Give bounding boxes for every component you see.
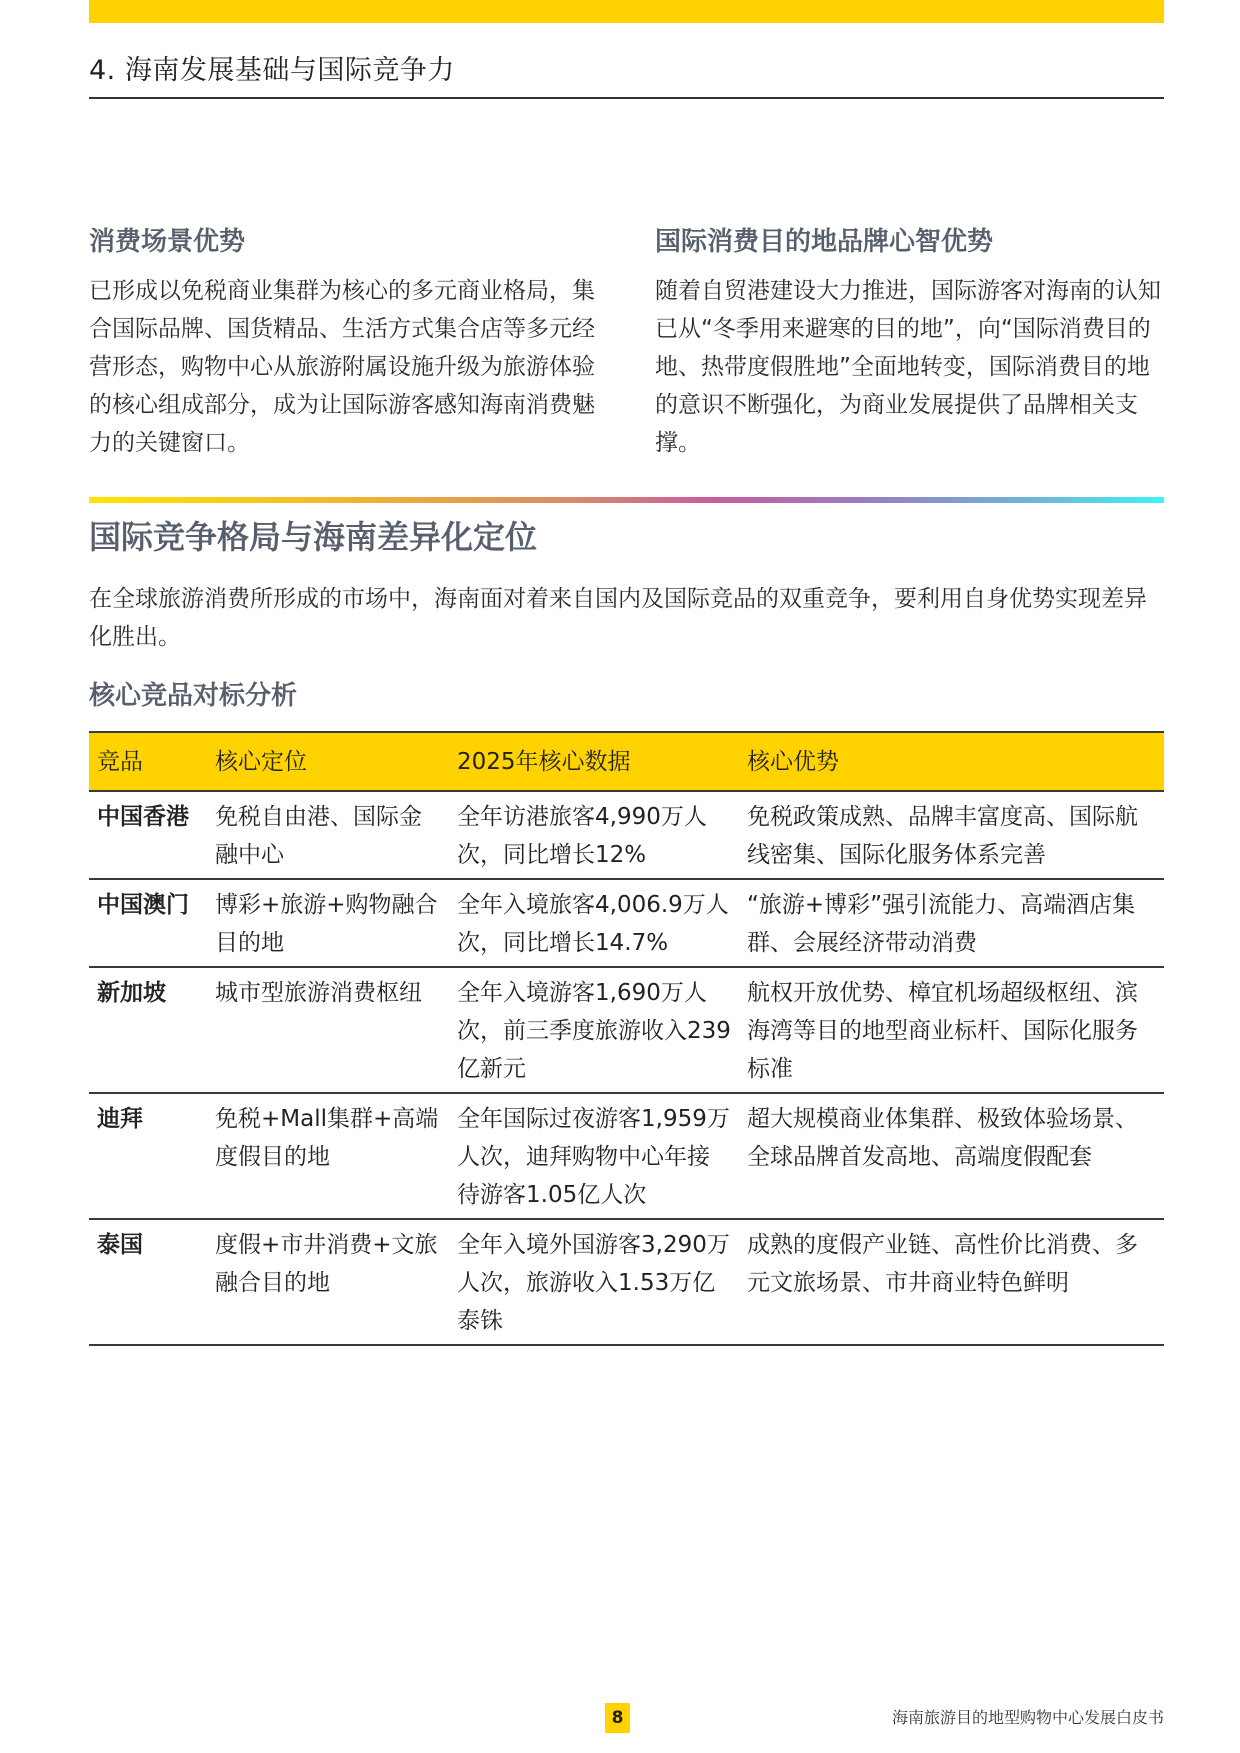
- cell-positioning: 度假+市井消费+文旅融合目的地: [207, 1219, 449, 1345]
- top-accent-bar: [89, 0, 1164, 23]
- cell-competitor: 新加坡: [89, 967, 207, 1093]
- advantage-title: 消费场景优势: [89, 227, 246, 257]
- cell-data: 全年入境外国游客3,290万人次，旅游收入1.53万亿泰铢: [449, 1219, 739, 1345]
- cell-advantages: 航权开放优势、樟宜机场超级枢纽、滨海湾等目的地型商业标杆、国际化服务标准: [739, 967, 1164, 1093]
- advantage-consumption-scene: [89, 222, 609, 462]
- header-positioning: 核心定位: [207, 732, 449, 791]
- chapter-divider: [89, 97, 1164, 99]
- cell-positioning: 城市型旅游消费枢纽: [207, 967, 449, 1093]
- cell-competitor: 迪拜: [89, 1093, 207, 1219]
- cell-positioning: 博彩+旅游+购物融合目的地: [207, 879, 449, 967]
- cell-positioning: 免税+Mall集群+高端度假目的地: [207, 1093, 449, 1219]
- table-header-row: [89, 732, 1164, 791]
- cell-data: 全年入境游客1,690万人次，前三季度旅游收入239亿新元: [449, 967, 739, 1093]
- cell-advantages: 免税政策成熟、品牌丰富度高、国际航线密集、国际化服务体系完善: [739, 791, 1164, 879]
- competitor-table: [89, 731, 1164, 1346]
- table-row: [89, 1219, 1164, 1345]
- cell-data: 全年国际过夜游客1,959万人次，迪拜购物中心年接待游客1.05亿人次: [449, 1093, 739, 1219]
- cell-advantages: 超大规模商业体集群、极致体验场景、全球品牌首发高地、高端度假配套: [739, 1093, 1164, 1219]
- table-row: [89, 879, 1164, 967]
- cell-advantages: 成熟的度假产业链、高性价比消费、多元文旅场景、市井商业特色鲜明: [739, 1219, 1164, 1345]
- advantage-body: 已形成以免税商业集群为核心的多元商业格局，集合国际品牌、国货精品、生活方式集合店等多元经营形态，购物中心从旅游附属设施升级为旅游体验的核心组成部分，成为让国际游客感知海南消费魅力的关键窗口。: [89, 278, 595, 456]
- cell-advantages: “旅游+博彩”强引流能力、高端酒店集群、会展经济带动消费: [739, 879, 1164, 967]
- header-data-2025: 2025年核心数据: [449, 732, 739, 791]
- header-advantages: 核心优势: [739, 732, 1164, 791]
- cell-competitor: 泰国: [89, 1219, 207, 1345]
- cell-competitor: 中国香港: [89, 791, 207, 879]
- table-row: [89, 967, 1164, 1093]
- cell-data: 全年入境旅客4,006.9万人次，同比增长14.7%: [449, 879, 739, 967]
- page-number: 8: [605, 1703, 630, 1733]
- section-title: 国际竞争格局与海南差异化定位: [89, 518, 538, 556]
- table-row: [89, 791, 1164, 879]
- footer-document-title: 海南旅游目的地型购物中心发展白皮书: [891, 1708, 1164, 1727]
- gradient-divider: [89, 497, 1164, 503]
- table-row: [89, 1093, 1164, 1219]
- chapter-title: 4. 海南发展基础与国际竞争力: [89, 55, 455, 86]
- cell-competitor: 中国澳门: [89, 879, 207, 967]
- section-intro: 在全球旅游消费所形成的市场中，海南面对着来自国内及国际竞品的双重竞争，要利用自身优势实现差异化胜出。: [89, 586, 1147, 650]
- cell-positioning: 免税自由港、国际金融中心: [207, 791, 449, 879]
- table-title: 核心竞品对标分析: [89, 681, 298, 711]
- cell-data: 全年访港旅客4,990万人次，同比增长12%: [449, 791, 739, 879]
- advantage-body: 随着自贸港建设大力推进，国际游客对海南的认知已从“冬季用来避寒的目的地”，向“国际消费目的地、热带度假胜地”全面地转变，国际消费目的地的意识不断强化，为商业发展提供了品牌相关支撑。: [655, 278, 1161, 456]
- advantage-brand-mindshare: [655, 222, 1165, 462]
- header-competitor: 竞品: [89, 732, 207, 791]
- advantage-title: 国际消费目的地品牌心智优势: [655, 227, 994, 257]
